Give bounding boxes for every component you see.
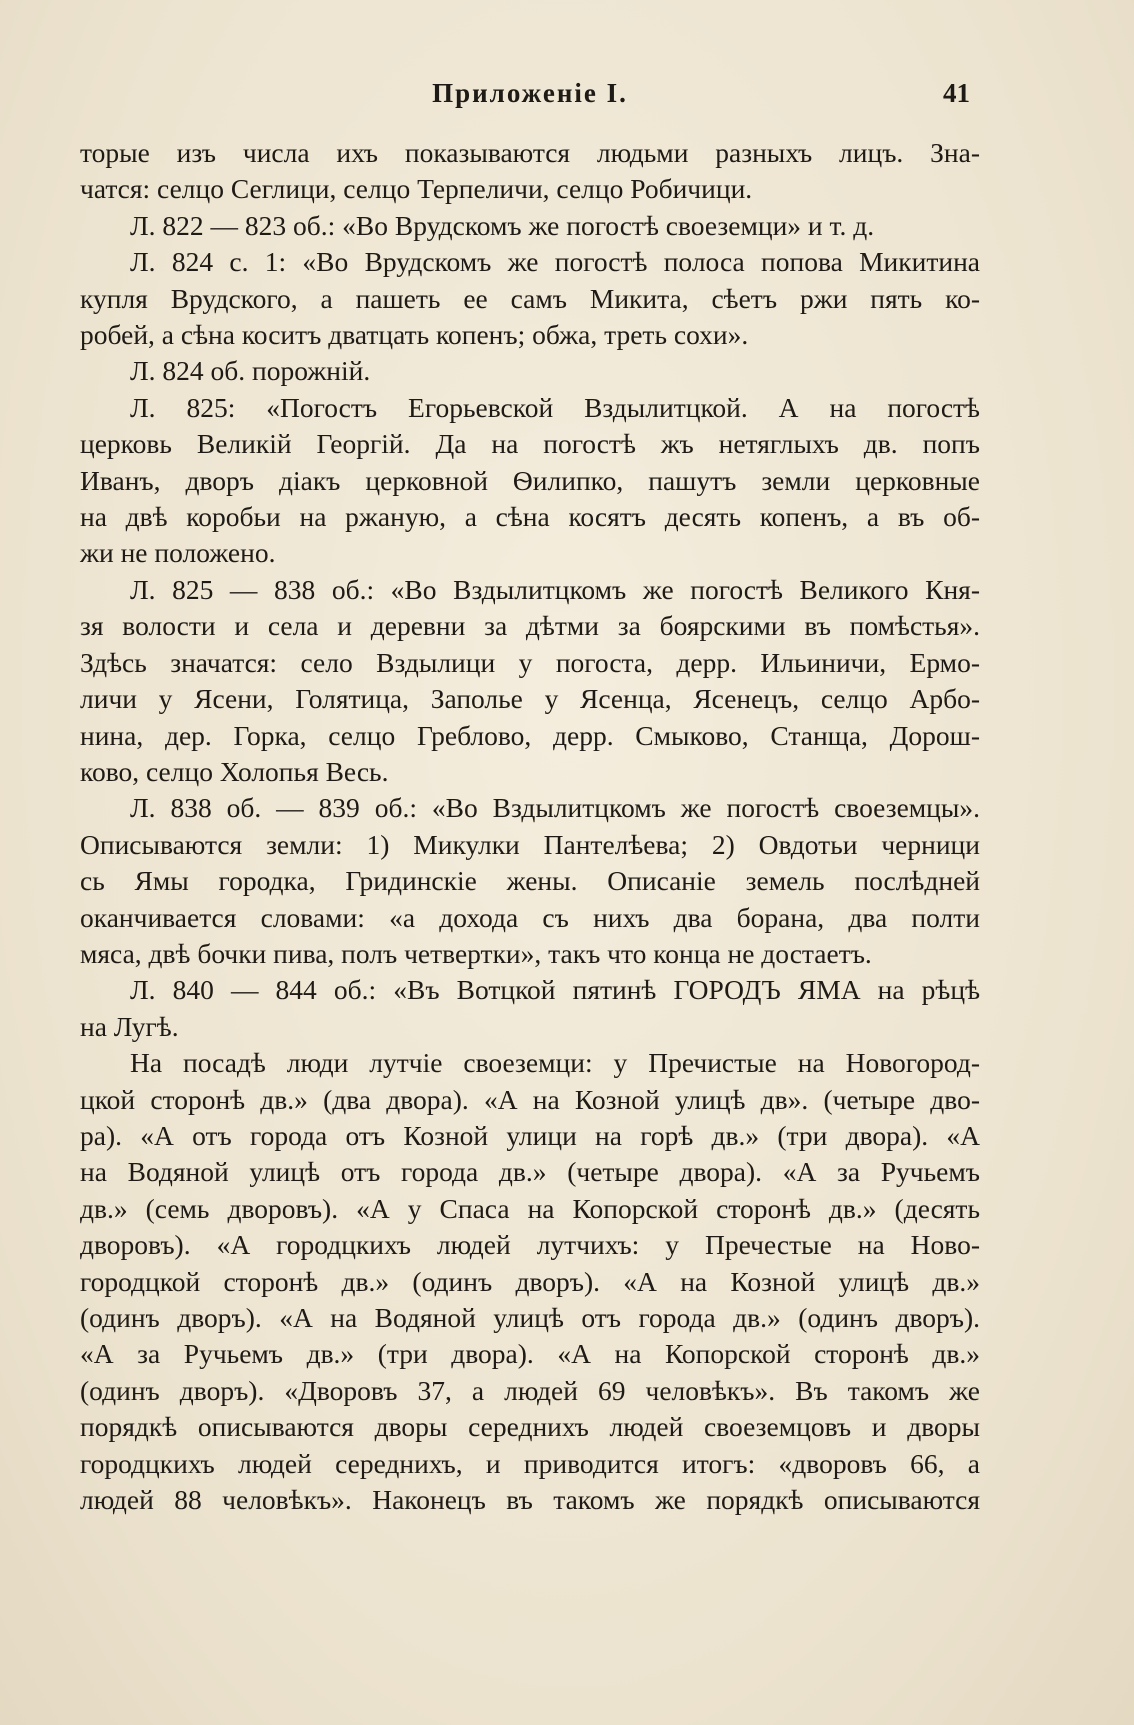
text-line: нина, дер. Горка, селцо Греблово, дерр. Смыково, Станща, Дорош-	[80, 719, 980, 751]
text-line: робей, а сѣна коситъ дватцать копенъ; обжа, треть сохи».	[80, 319, 749, 351]
text-line: Л. 825: «Погостъ Егорьевской Вздылитцкой. А на погостѣ	[130, 391, 980, 423]
text-line: оканчивается словами: «а дохода съ нихъ два борана, два полти	[80, 901, 980, 933]
text-line: городцкихъ людей середнихъ, и приводится итогъ: «дворовъ 66, а	[80, 1447, 980, 1479]
text-line: Л. 840 — 844 об.: «Въ Вотцкой пятинѣ ГОРОДЪ ЯМА на рѣцѣ	[130, 974, 980, 1006]
text-line: чатся: селцо Сеглици, селцо Терпеличи, селцо Робичици.	[80, 173, 753, 205]
text-line: на двѣ коробьи на ржаную, а сѣна косятъ десять копенъ, а въ об-	[80, 501, 980, 533]
text-line: Л. 825 — 838 об.: «Во Вздылитцкомъ же погостѣ Великого Кня-	[130, 573, 980, 605]
text-line: жи не положено.	[80, 537, 276, 569]
text-line: зя волости и села и деревни за дѣтми за боярскими въ помѣстья».	[80, 610, 980, 642]
text-line: сь Ямы городка, Гридинскіе жены. Описаніе земель послѣдней	[80, 865, 980, 897]
text-line: «А за Ручьемъ дв.» (три двора). «А на Копорской сторонѣ дв.»	[80, 1338, 980, 1370]
text-line: Л. 824 с. 1: «Во Врудскомъ же погостѣ полоса попова Микитина	[130, 246, 980, 278]
running-head	[80, 78, 980, 118]
page-number: 41	[943, 78, 970, 108]
text-line: дв.» (семь дворовъ). «А у Спаса на Копорской сторонѣ дв.» (десять	[80, 1192, 980, 1224]
text-line: Описываются земли: 1) Микулки Пантелѣева; 2) Овдотьи черници	[80, 828, 980, 860]
text-line: (одинъ дворъ). «Дворовъ 37, а людей 69 человѣкъ». Въ такомъ же	[80, 1374, 980, 1406]
text-line: Л. 838 об. — 839 об.: «Во Вздылитцкомъ же погостѣ своеземцы».	[130, 792, 980, 824]
body-text	[80, 135, 980, 1518]
text-line: Л. 822 — 823 об.: «Во Врудскомъ же погостѣ своеземци» и т. д.	[130, 209, 875, 241]
text-line: Здѣсь значатся: село Вздылици у погоста, дерр. Ильиничи, Ермо-	[80, 646, 980, 678]
running-title: Приложеніе I.	[432, 78, 628, 108]
text-line: Л. 824 об. порожній.	[130, 355, 371, 387]
text-line: На посадѣ люди лутчіе своеземци: у Пречистые на Новогород-	[130, 1047, 980, 1079]
text-line: торые изъ числа ихъ показываются людьми разныхъ лицъ. Зна-	[80, 137, 980, 168]
text-line: церковь Великій Георгій. Да на погостѣ жъ нетяглыхъ дв. попъ	[80, 428, 980, 460]
text-line: городцкой сторонѣ дв.» (одинъ дворъ). «А на Козной улицѣ дв.»	[80, 1265, 980, 1297]
text-line: (одинъ дворъ). «А на Водяной улицѣ отъ города дв.» (одинъ дворъ).	[80, 1302, 980, 1333]
text-line: на Водяной улицѣ отъ города дв.» (четыре двора). «А за Ручьемъ	[80, 1156, 980, 1188]
text-line: дворовъ). «А городцкихъ людей лутчихъ: у Пречестые на Ново-	[80, 1229, 980, 1261]
text-line: на Лугѣ.	[80, 1010, 179, 1042]
text-line: личи у Ясени, Голятица, Заполье у Ясенца, Ясенецъ, селцо Арбо-	[80, 683, 980, 715]
text-line: ра). «А отъ города отъ Козной улици на горѣ дв.» (три двора). «А	[80, 1119, 980, 1151]
text-line: людей 88 человѣкъ». Наконецъ въ такомъ же порядкѣ описываются	[80, 1484, 980, 1516]
text-line: цкой сторонѣ дв.» (два двора). «А на Козной улицѣ дв». (четыре дво-	[80, 1083, 980, 1115]
text-line: порядкѣ описываются дворы середнихъ людей своеземцовъ и дворы	[80, 1411, 980, 1443]
text-line: Иванъ, дворъ діакъ церковной Ѳилипко, пашутъ земли церковные	[80, 464, 980, 496]
text-line: купля Врудского, а пашеть ее самъ Микита, сѣетъ ржи пять ко-	[80, 282, 980, 314]
text-line: мяса, двѣ бочки пива, полъ четвертки», такъ что конца не достаетъ.	[80, 937, 872, 969]
text-line: ково, селцо Холопья Весь.	[80, 755, 389, 787]
